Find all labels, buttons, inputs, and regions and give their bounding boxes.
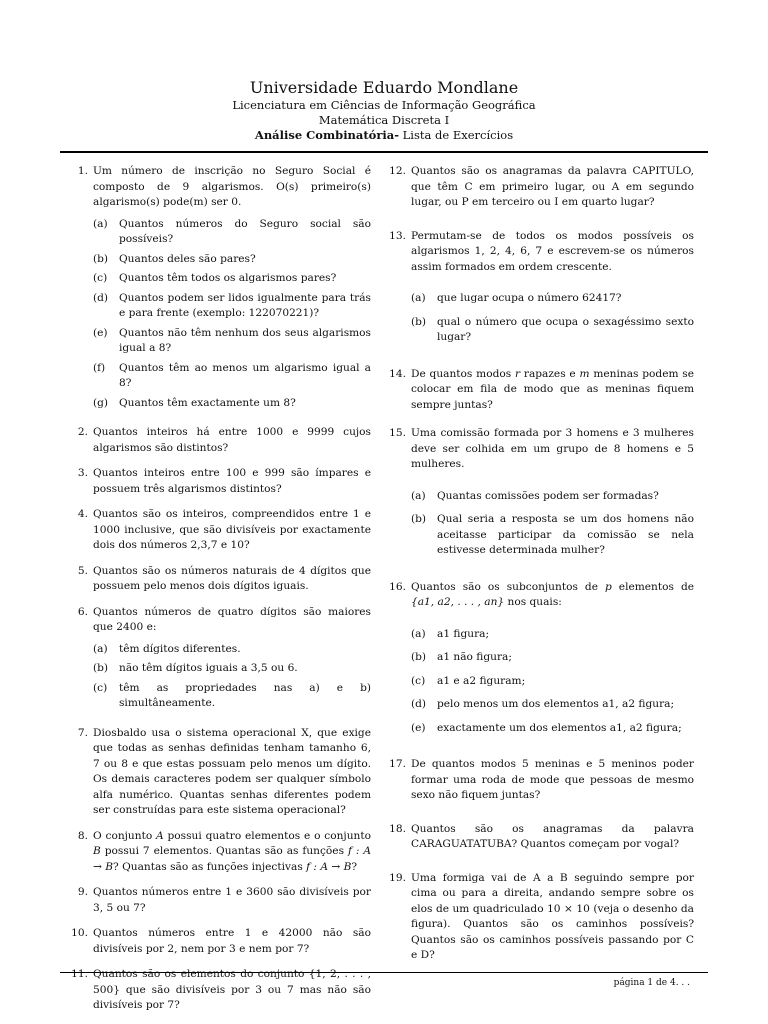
text-run: rapazes e <box>520 367 580 380</box>
question-13 <box>382 229 694 354</box>
option-list <box>93 642 371 712</box>
question-text: Uma formiga vai de A a B seguindo sempre por cima ou para a direita, andando sempre sobre os elos de um quadriculado 10 × 10 (veja o desenho da figura). Quantos são os caminhos possíveis? Quantos são os caminhos possíveis passando por C e D? <box>411 871 694 961</box>
question-1 <box>64 164 371 415</box>
question-number: 8. <box>77 829 88 842</box>
option-item <box>411 697 694 713</box>
option-item <box>411 291 694 307</box>
option-item <box>93 326 371 357</box>
option-text: têm dígitos diferentes. <box>119 642 241 655</box>
option-label: (e) <box>93 326 108 339</box>
text-run: possui 7 elementos. Quantas são as funções <box>100 845 348 857</box>
text-run: Quantos são os elementos do conjunto <box>93 968 309 980</box>
option-item <box>93 661 371 677</box>
option-label: (d) <box>93 291 109 304</box>
question-number: 14. <box>389 367 406 380</box>
option-item <box>411 627 694 643</box>
option-text: a1 figura; <box>437 627 490 640</box>
question-number: 4. <box>77 508 88 520</box>
question-5 <box>64 564 371 595</box>
math-symbol: B <box>93 845 101 857</box>
option-label: (c) <box>93 681 108 694</box>
question-number: 19. <box>389 871 406 884</box>
question-number: 3. <box>77 467 88 479</box>
option-text: Quantos não têm nenhum dos seus algarismos igual a 8? <box>119 326 371 354</box>
option-text: a1 e a2 figuram; <box>437 674 526 687</box>
option-text: exactamente um dos elementos a1, a2 figura; <box>437 721 682 734</box>
page-number: página 1 de 4. . . <box>613 978 690 988</box>
footer-rule <box>60 972 708 973</box>
option-label: (e) <box>411 721 426 734</box>
math-symbol: r <box>515 367 521 380</box>
question-text: Um número de inscrição no Seguro Social é composto de 9 algarismos. O(s) primeiro(s) algarismo(s) pode(m) ser 0. <box>93 165 371 208</box>
question-18 <box>382 822 694 853</box>
option-text: Qual seria a resposta se um dos homens não aceitasse participar da comissão se nela estivesse determinada mulher? <box>437 513 694 556</box>
option-label: (b) <box>93 662 109 674</box>
option-item <box>93 642 371 658</box>
question-number: 6. <box>77 605 88 618</box>
option-text: não têm dígitos iguais a 3,5 ou 6. <box>119 662 298 674</box>
option-text: Quantas comissões podem ser formadas? <box>437 489 659 502</box>
option-list <box>411 291 694 346</box>
option-item <box>411 721 694 737</box>
question-text <box>93 829 371 876</box>
option-text: Quantos deles são pares? <box>119 252 256 265</box>
text-run: meninas podem se colocar em fila de modo que as meninas fiquem sempre juntas? <box>411 367 695 411</box>
question-text: Quantos são os inteiros, compreendidos entre 1 e 1000 inclusive, que são divisíveis por exactamente dois dos números 2,3,7 e 10? <box>93 508 371 551</box>
question-11 <box>64 967 371 1014</box>
question-text <box>93 967 371 1014</box>
question-15 <box>382 426 694 567</box>
question-number: 12. <box>389 165 406 177</box>
option-text: Quantos têm todos os algarismos pares? <box>119 272 337 284</box>
right-column <box>382 164 694 977</box>
option-item <box>93 271 371 287</box>
option-label: (g) <box>93 396 109 409</box>
option-item <box>93 681 371 712</box>
question-8 <box>64 829 371 876</box>
question-number: 5. <box>77 564 88 577</box>
option-item <box>93 217 371 248</box>
option-label: (b) <box>411 651 427 663</box>
option-label: (a) <box>93 217 108 230</box>
question-text: Quantos são os anagramas da palavra CARAGUATATUBA? Quantos começam por vogal? <box>411 822 694 850</box>
text-run: ? Quantas são as funções injectivas <box>113 860 307 873</box>
option-text: a1 não figura; <box>437 651 512 663</box>
text-run: O conjunto <box>93 829 157 842</box>
option-list <box>411 627 694 737</box>
question-3 <box>64 466 371 497</box>
question-text: Uma comissão formada por 3 homens e 3 mulheres deve ser colhida em um grupo de 8 homens e 5 mulheres. <box>411 427 694 470</box>
option-label: (f) <box>93 361 106 374</box>
math-expression: {a1, a2, . . . , an} <box>411 596 505 608</box>
question-19 <box>382 871 694 964</box>
option-item <box>411 674 694 690</box>
question-17 <box>382 757 694 804</box>
math-symbol: p <box>604 580 612 593</box>
sheet-title-rest: Lista de Exercícios <box>399 128 514 142</box>
university-name: Universidade Eduardo Mondlane <box>249 78 519 97</box>
document-header <box>0 78 768 143</box>
option-item <box>93 291 371 322</box>
question-text: Quantos números de quatro dígitos são maiores que 2400 e: <box>93 605 371 633</box>
text-run: possui quatro elementos e o conjunto <box>163 829 371 842</box>
math-symbol: A <box>156 829 164 842</box>
question-number: 11. <box>71 968 88 980</box>
option-text: que lugar ocupa o número 62417? <box>437 292 622 304</box>
math-symbol: m <box>579 367 590 380</box>
question-text <box>411 367 694 414</box>
question-number: 1. <box>77 165 88 177</box>
text-run: nos quais: <box>504 596 562 608</box>
option-text: Quantos têm exactamente um 8? <box>119 396 296 409</box>
option-list <box>93 217 371 412</box>
question-number: 16. <box>389 580 406 593</box>
question-number: 7. <box>77 726 88 739</box>
math-expression: {1, 2, . . . , 500} <box>93 968 371 996</box>
option-label: (b) <box>411 315 427 328</box>
question-4 <box>64 507 371 554</box>
option-item <box>93 361 371 392</box>
question-number: 9. <box>77 886 88 898</box>
question-2 <box>64 425 371 456</box>
question-12 <box>382 164 694 211</box>
question-7 <box>64 726 371 819</box>
option-list <box>411 489 694 559</box>
option-label: (a) <box>411 627 426 640</box>
option-item <box>93 396 371 412</box>
question-text: De quantos modos 5 meninas e 5 meninos poder formar uma roda de mode que pessoas de mesmo sexo não fiquem juntas? <box>411 758 694 801</box>
option-text: qual o número que ocupa o sexagéssimo sexto lugar? <box>437 315 694 343</box>
math-expression: f : A → B <box>306 860 352 873</box>
math-expression: f : A → B <box>93 845 371 873</box>
question-number: 17. <box>389 758 406 770</box>
text-run: De quantos modos <box>411 367 515 380</box>
option-text: têm as propriedades nas a) e b) simultâneamente. <box>119 681 371 709</box>
question-text: Diosbaldo usa o sistema operacional X, que exige que todas as senhas definidas tenham tamanho 6, 7 ou 8 e que estas possuam pelo menos um dígito. Os demais caracteres podem ser qualquer símbolo alfa numérico. Quantas senhas diferentes podem ser construídas para este sistema operacional? <box>93 726 371 816</box>
question-number: 10. <box>71 927 88 939</box>
option-text: pelo menos um dos elementos a1, a2 figura; <box>437 698 675 710</box>
option-item <box>93 252 371 268</box>
question-text: Quantos inteiros há entre 1000 e 9999 cujos algarismos são distintos? <box>93 426 371 454</box>
question-text: Permutam-se de todos os modos possíveis os algarismos 1, 2, 4, 6, 7 e escrevem-se os números assim formados em ordem crescente. <box>411 229 694 273</box>
question-number: 18. <box>389 822 406 835</box>
option-label: (a) <box>93 642 108 655</box>
header-rule <box>60 151 708 153</box>
question-10 <box>64 926 371 957</box>
question-text: Quantos números entre 1 e 42000 não são divisíveis por 2, nem por 3 e nem por 7? <box>93 927 371 955</box>
option-text: Quantos números do Seguro social são possíveis? <box>119 217 371 245</box>
text-run: elementos de <box>611 580 695 593</box>
question-text: Quantos números entre 1 e 3600 são divisíveis por 3, 5 ou 7? <box>93 886 371 914</box>
option-item <box>411 315 694 346</box>
option-label: (c) <box>93 272 108 284</box>
text-run: ? <box>351 860 358 873</box>
text-run: Quantos são os subconjuntos de <box>411 580 605 593</box>
question-14 <box>382 367 694 414</box>
left-column <box>64 164 371 1024</box>
question-9 <box>64 885 371 916</box>
sheet-title-bold: Análise Combinatória- <box>254 128 400 142</box>
question-16 <box>382 580 694 745</box>
option-label: (c) <box>411 674 426 687</box>
question-text: Quantos são os anagramas da palavra CAPITULO, que têm C em primeiro lugar, ou A em segundo lugar, ou P em terceiro ou I em quarto lugar? <box>411 165 694 208</box>
option-label: (a) <box>411 292 426 304</box>
question-number: 13. <box>389 229 406 242</box>
option-item <box>411 489 694 505</box>
option-text: Quantos podem ser lidos igualmente para trás e para frente (exemplo: 122070221)? <box>119 291 371 319</box>
option-label: (b) <box>93 252 109 265</box>
option-text: Quantos têm ao menos um algarismo igual a 8? <box>119 361 371 389</box>
course-name: Licenciatura em Ciências de Informação Geográfica <box>232 98 536 112</box>
question-text: Quantos inteiros entre 100 e 999 são ímpares e possuem três algarismos distintos? <box>93 467 371 495</box>
sheet-title <box>0 128 768 143</box>
option-item <box>411 512 694 559</box>
question-number: 2. <box>77 426 88 438</box>
question-number: 15. <box>389 427 406 439</box>
question-text <box>411 580 694 611</box>
question-text: Quantos são os números naturais de 4 dígitos que possuem pelo menos dois dígitos iguais. <box>93 564 371 592</box>
option-item <box>411 650 694 666</box>
text-run: que são divisíveis por 3 ou 7 mas não são divisíveis por 7? <box>93 983 371 1011</box>
question-6 <box>64 605 371 716</box>
subject-name: Matemática Discreta I <box>318 113 450 127</box>
option-label: (b) <box>411 513 427 525</box>
option-label: (d) <box>411 698 427 710</box>
option-label: (a) <box>411 489 426 502</box>
